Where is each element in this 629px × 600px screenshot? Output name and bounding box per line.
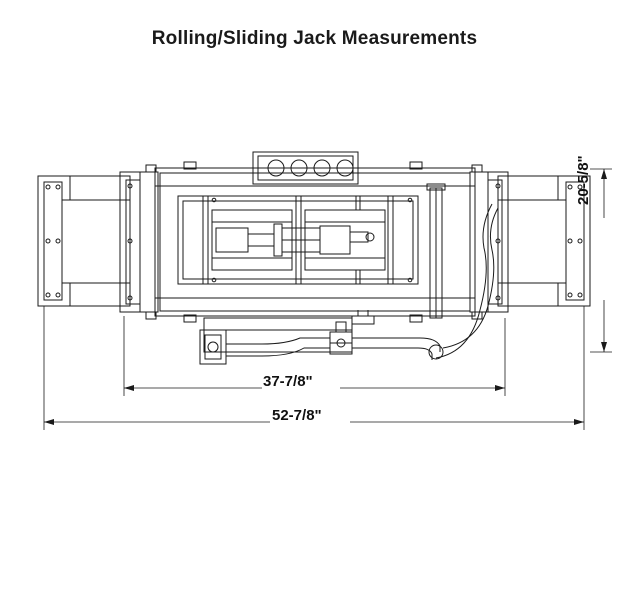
page-title: Rolling/Sliding Jack Measurements — [151, 28, 478, 49]
dimension-label-width-inner: 37-7/8" — [263, 373, 313, 390]
dimension-label-height: 20-5/8" — [575, 155, 592, 205]
dimension-label-width-outer: 52-7/8" — [272, 407, 322, 424]
